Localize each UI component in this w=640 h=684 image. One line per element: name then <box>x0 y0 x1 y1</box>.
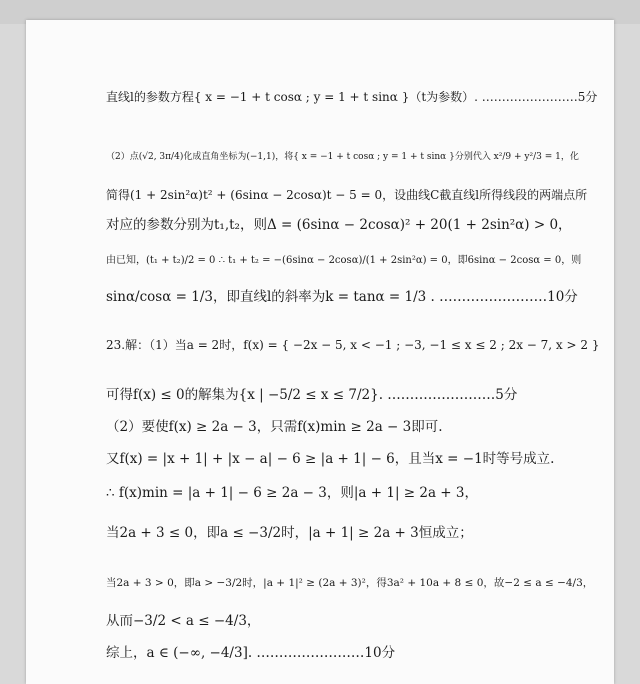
text-line-1: 直线l的参数方程{ x = −1 + t cosα ; y = 1 + t sinα }（t为参数）. ……………………5分 <box>106 90 598 104</box>
text-line-11: ∴ f(x)min = |a + 1| − 6 ≥ 2a − 3，则|a + 1| ≥ 2a + 3， <box>106 485 479 501</box>
text-line-9: （2）要使f(x) ≥ 2a − 3，只需f(x)min ≥ 2a − 3即可. <box>106 419 443 435</box>
text-line-4: 对应的参数分别为t₁,t₂，则Δ = (6sinα − 2cosα)² + 20(1 + 2sin²α) > 0， <box>106 217 572 233</box>
text-line-7: 23.解：（1）当a = 2时，f(x) = { −2x − 5, x < −1 ; −3, −1 ≤ x ≤ 2 ; 2x − 7, x > 2 } <box>106 338 600 352</box>
text-line-14: 从而−3/2 < a ≤ −4/3， <box>106 613 261 629</box>
text-line-5: 由已知，(t₁ + t₂)/2 = 0 ∴ t₁ + t₂ = −(6sinα − 2cosα)/(1 + 2sin²α) = 0，即6sinα − 2cosα = 0，则 <box>106 255 582 266</box>
text-line-6: sinα/cosα = 1/3，即直线l的斜率为k = tanα = 1/3 . ……………………10分 <box>106 289 578 305</box>
document-page <box>26 20 614 684</box>
text-line-8: 可得f(x) ≤ 0的解集为{x | −5/2 ≤ x ≤ 7/2}. ……………………5分 <box>106 387 518 403</box>
text-line-2: （2）点(√2, 3π/4)化成直角坐标为(−1,1)，将{ x = −1 + t cosα ; y = 1 + t sinα }分别代入 x²/9 + y²/3 = 1，化 <box>106 152 579 162</box>
text-line-3: 简得(1 + 2sin²α)t² + (6sinα − 2cosα)t − 5 = 0，设曲线C截直线l所得线段的两端点所 <box>106 188 588 202</box>
text-line-10: 又f(x) = |x + 1| + |x − a| − 6 ≥ |a + 1| − 6，且当x = −1时等号成立. <box>106 451 555 467</box>
text-line-12: 当2a + 3 ≤ 0，即a ≤ −3/2时，|a + 1| ≥ 2a + 3恒成立； <box>106 525 473 541</box>
text-line-15: 综上，a ∈ (−∞, −4/3]. ……………………10分 <box>106 645 396 661</box>
text-line-13: 当2a + 3 > 0，即a > −3/2时，|a + 1|² ≥ (2a + 3)²，得3a² + 10a + 8 ≤ 0，故−2 ≤ a ≤ −4/3， <box>106 577 594 589</box>
